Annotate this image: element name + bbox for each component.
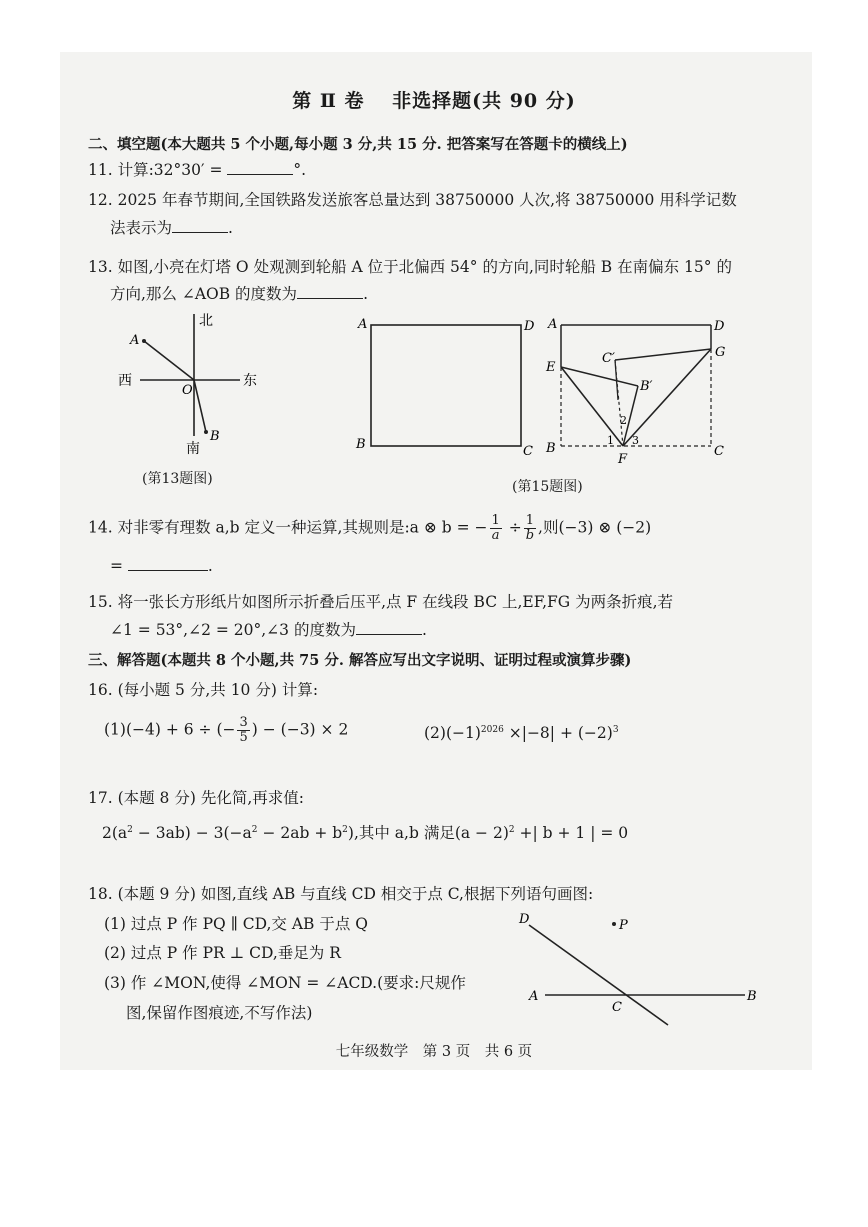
fraction-1-over-b: $\frac{1}{b}$ (525, 513, 535, 543)
figure-13-caption: (第13题图) (142, 471, 213, 487)
fraction-3-over-5: $\frac{3}{5}$ (239, 715, 248, 745)
section2-header: 二、填空题(本大题共 5 个小题,每小题 3 分,共 15 分. 把答案写在答题卡的横线上) (88, 136, 628, 153)
ray-OA (144, 341, 194, 380)
figure-15-caption: (第15题图) (512, 479, 583, 495)
question-18-item3a: (3) 作 ∠MON,使得 ∠MON = ∠ACD.(要求:尺规作 (104, 974, 466, 992)
question-14-line2: = . (110, 557, 213, 575)
label-C-prime: C′ (602, 351, 615, 366)
question-18-item1: (1) 过点 P 作 PQ ∥ CD,交 AB 于点 Q (104, 915, 368, 933)
label-C-right: C (714, 444, 724, 459)
question-12-line2: 法表示为 . (110, 219, 233, 237)
point-B (204, 430, 208, 434)
question-13-line1: 13. 如图,小亮在灯塔 O 处观测到轮船 A 位于北偏西 54° 的方向,同时轮船 B 在南偏东 15° 的 (88, 258, 732, 276)
label-angle-3: 3 (632, 434, 639, 447)
answer-blank[interactable] (356, 620, 422, 635)
question-13-line2: 方向,那么 ∠AOB 的度数为 . (110, 285, 368, 303)
question-18-intro: 18. (本题 9 分) 如图,直线 AB 与直线 CD 相交于点 C,根据下列语句画图: (88, 885, 594, 903)
label-south: 南 (186, 441, 200, 457)
label-C: C (523, 444, 533, 459)
label-B: B (356, 437, 366, 452)
figure-13-compass (110, 308, 270, 458)
label-C: C (612, 1000, 622, 1015)
label-west: 西 (118, 373, 132, 389)
label-D: D (519, 912, 530, 927)
label-A: A (358, 317, 368, 332)
label-angle-1: 1 (607, 434, 614, 447)
label-B-prime: B′ (640, 379, 653, 394)
question-14-line1: 14. 对非零有理数 a,b 定义一种运算,其规则是:a ⊗ b = − $\frac{1}{a}$ ÷ $\frac{1}{b}$ ,则(−3) ⊗ (−2) (88, 513, 652, 543)
answer-blank[interactable] (227, 160, 293, 175)
point-A (142, 339, 146, 343)
page-title: 第 Ⅱ 卷 非选择题(共 90 分) (292, 90, 576, 112)
edge-EB1 (561, 367, 638, 386)
question-15-line2: ∠1 = 53°,∠2 = 20°,∠3 的度数为 . (110, 621, 427, 639)
label-B-right: B (546, 441, 556, 456)
answer-blank[interactable] (172, 218, 228, 233)
label-east: 东 (243, 373, 257, 389)
question-18-item3b: 图,保留作图痕迹,不写作法) (126, 1004, 313, 1022)
question-12-line1: 12. 2025 年春节期间,全国铁路发送旅客总量达到 38750000 人次,将 38750000 用科学记数 (88, 191, 737, 209)
figure-18-lines (515, 905, 775, 1035)
label-B: B (210, 429, 220, 444)
crease-FG (623, 349, 711, 446)
ray-OB (194, 380, 206, 432)
question-16-intro: 16. (每小题 5 分,共 10 分) 计算: (88, 681, 319, 699)
figure-15-folding (350, 310, 740, 470)
answer-blank[interactable] (128, 556, 208, 571)
label-F: F (618, 452, 628, 467)
question-16-part2: $(2)(-1)^{2026} \times|-8| + (-2)^3$ (424, 724, 619, 743)
label-G: G (715, 345, 726, 360)
label-A: A (130, 333, 140, 348)
label-B: B (747, 989, 757, 1004)
point-P (612, 922, 616, 926)
label-D-right: D (714, 319, 725, 334)
label-E: E (546, 360, 556, 375)
line-CD (529, 925, 668, 1025)
label-A: A (529, 989, 539, 1004)
question-18-item2: (2) 过点 P 作 PR ⊥ CD,垂足为 R (104, 944, 341, 962)
label-O: O (182, 383, 193, 398)
label-A-right: A (548, 317, 558, 332)
question-11: 11. 计算:32°30′ = °. (88, 161, 307, 179)
answer-blank[interactable] (297, 284, 363, 299)
question-16-part1: (1)(−4) + 6 ÷ (− $\frac{3}{5}$ ) − (−3) × 2 (104, 715, 349, 745)
fraction-1-over-a: $\frac{1}{a}$ (491, 513, 500, 543)
question-17-expression: $2(a^2 - 3ab) - 3(-a^2 - 2ab + b^2)$,其中 a,b 满足$(a - 2)^2$ +| b + 1 | = 0 (102, 824, 629, 843)
label-D: D (524, 319, 535, 334)
rectangle-ABCD (371, 325, 521, 446)
edge-C1G (615, 349, 711, 360)
page-footer: 七年级数学 第 3 页 共 6 页 (335, 1044, 533, 1060)
label-north: 北 (199, 313, 213, 329)
section3-header: 三、解答题(本题共 8 个小题,共 75 分. 解答应写出文字说明、证明过程或演算步骤) (88, 652, 632, 669)
question-17-intro: 17. (本题 8 分) 先化简,再求值: (88, 789, 304, 807)
question-15-line1: 15. 将一张长方形纸片如图所示折叠后压平,点 F 在线段 BC 上,EF,FG 为两条折痕,若 (88, 593, 674, 611)
label-P: P (619, 918, 628, 933)
label-angle-2: 2 (620, 414, 627, 427)
